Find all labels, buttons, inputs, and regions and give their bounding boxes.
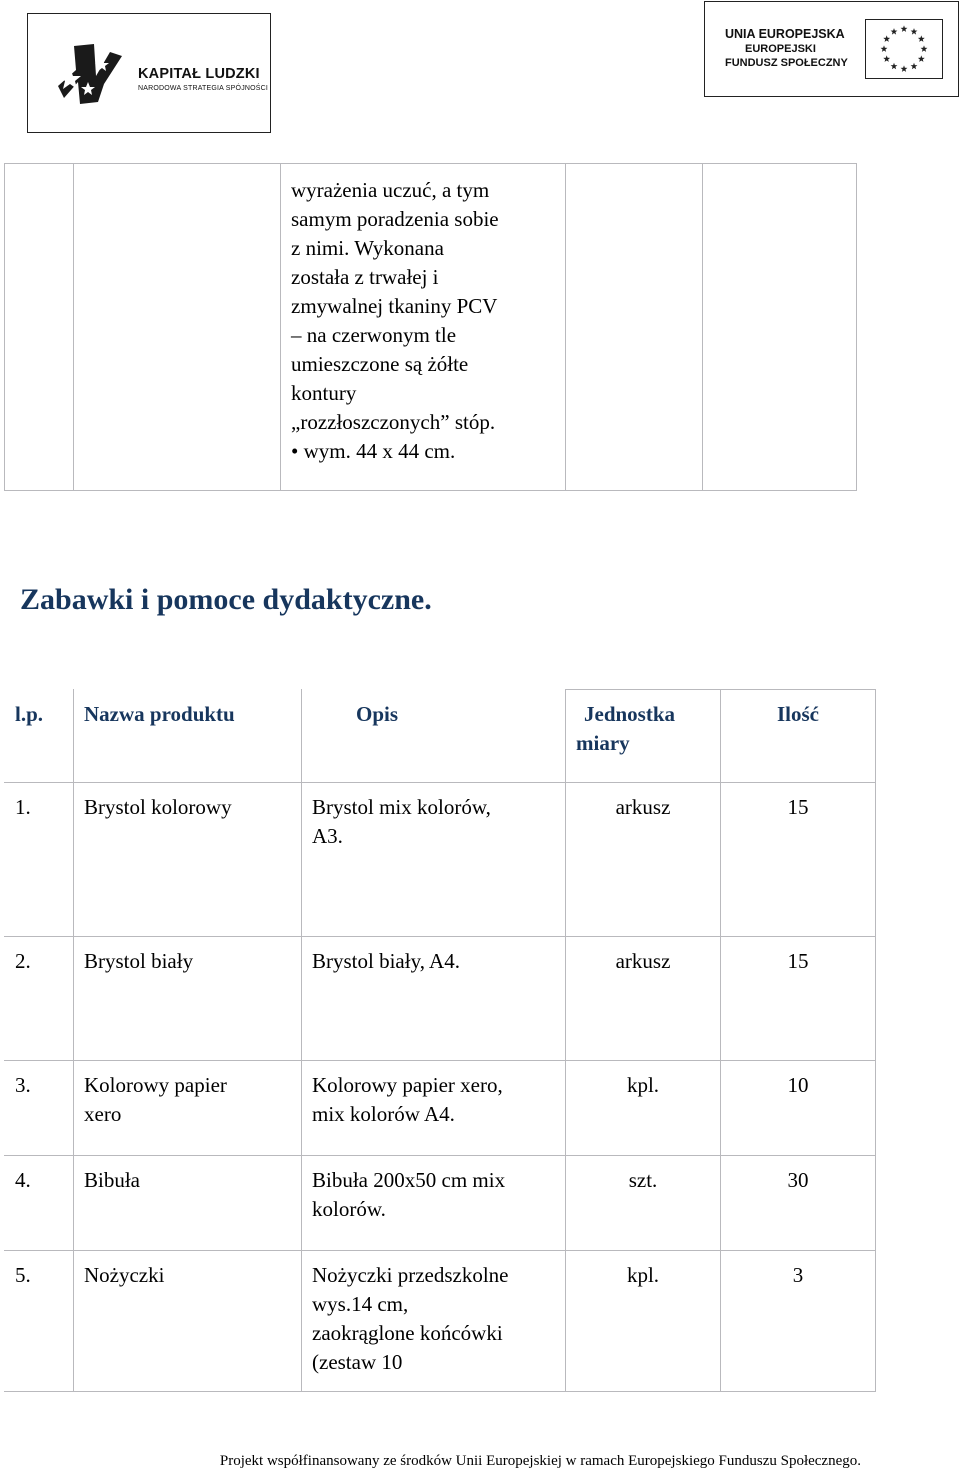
qty-text: 30 (787, 1168, 809, 1192)
cell-desc (302, 1251, 566, 1392)
cont-description-line: wyrażenia uczuć, a tym (291, 178, 490, 202)
cont-lp-cell (5, 164, 74, 491)
lp-text: 5. (15, 1263, 31, 1287)
cell-desc (302, 783, 566, 937)
cell-qty (721, 1251, 876, 1392)
cont-description-line: zmywalnej tkaniny PCV (291, 294, 498, 318)
cell-qty (721, 1061, 876, 1156)
eu-star-icon (891, 63, 898, 70)
logo-subtitle: NARODOWA STRATEGIA SPÓJNOŚCI (138, 85, 269, 92)
lp-text: 1. (15, 795, 31, 819)
cell-lp (5, 1061, 74, 1156)
cell-lp (5, 783, 74, 937)
cell-unit (566, 783, 721, 937)
cell-name (74, 1156, 302, 1251)
header-unit-line2: miary (576, 731, 630, 755)
cont-description-line: • wym. 44 x 44 cm. (291, 439, 456, 463)
cell-unit (566, 937, 721, 1061)
header-unit-line1: Jednostka (584, 702, 676, 726)
cont-desc-cell (281, 164, 566, 491)
desc-text: Nożyczki przedszkolne (312, 1263, 509, 1287)
eu-star-icon (883, 55, 890, 62)
qty-text: 10 (787, 1073, 809, 1097)
cell-desc (302, 937, 566, 1061)
cell-desc (302, 1061, 566, 1156)
cont-name-cell (74, 164, 281, 491)
desc-text: A3. (312, 824, 343, 848)
eu-line2: EUROPEJSKI (745, 43, 816, 55)
desc-text: Brystol biały, A4. (312, 949, 460, 973)
cont-description-line: umieszczone są żółte (291, 352, 469, 376)
desc-text: mix kolorów A4. (312, 1102, 455, 1126)
eu-line1: UNIA EUROPEJSKA (725, 27, 845, 41)
header-unit (566, 690, 721, 783)
cell-qty (721, 937, 876, 1061)
footer-text: Projekt współfinansowany ze środków Unii Europejskiej w ramach Europejskiego Funduszu Społecznego. (219, 1453, 861, 1469)
desc-text: Kolorowy papier xero, (312, 1073, 503, 1097)
unit-text: arkusz (615, 795, 671, 819)
eu-star-icon (883, 35, 890, 42)
products-table (4, 689, 876, 1392)
cell-name (74, 937, 302, 1061)
lp-text: 4. (15, 1168, 31, 1192)
cell-lp (5, 1156, 74, 1251)
cont-description-line: z nimi. Wykonana (291, 236, 444, 260)
unit-text: arkusz (615, 949, 671, 973)
table-row (5, 1251, 876, 1392)
eu-star-icon (901, 25, 908, 32)
table-row (5, 937, 876, 1061)
name-text: Bibuła (84, 1168, 140, 1192)
eu-star-icon (921, 45, 928, 52)
cont-qty-cell (703, 164, 857, 491)
eu-logo (704, 1, 959, 97)
qty-text: 3 (792, 1263, 804, 1287)
logo-title: KAPITAŁ LUDZKI (138, 66, 260, 82)
table-row (5, 1156, 876, 1251)
table-row (5, 1061, 876, 1156)
cell-unit (566, 1061, 721, 1156)
cont-description-line: kontury (291, 381, 357, 405)
cont-description-line: „rozzłoszczonych” stóp. (291, 410, 496, 434)
cont-description (281, 164, 565, 466)
unit-text: szt. (628, 1168, 658, 1192)
section-title: Zabawki i pomoce dydaktyczne. (20, 583, 432, 616)
unit-text: kpl. (626, 1073, 660, 1097)
eu-flag-icon (865, 19, 943, 79)
cont-unit-cell (566, 164, 703, 491)
eu-star-icon (918, 55, 925, 62)
cell-lp (5, 937, 74, 1061)
eu-star-icon (911, 63, 918, 70)
qty-text: 15 (787, 795, 809, 819)
header-name: Nazwa produktu (74, 690, 302, 783)
desc-text: (zestaw 10 (312, 1350, 403, 1374)
eu-star-icon (891, 28, 898, 35)
cont-description-line: została z trwałej i (291, 265, 439, 289)
eu-star-icon (911, 28, 918, 35)
cell-unit (566, 1156, 721, 1251)
eu-star-icon (901, 65, 908, 72)
cont-description-line: – na czerwonym tle (291, 323, 457, 347)
continuation-table (4, 163, 857, 491)
name-text: Nożyczki (84, 1263, 165, 1287)
kapital-ludzki-emblem-icon (54, 42, 134, 108)
name-text: Kolorowy papier (84, 1073, 227, 1097)
header-desc: Opis (302, 690, 566, 783)
desc-text: zaokrąglone końcówki (312, 1321, 503, 1345)
cell-name (74, 783, 302, 937)
cell-lp (5, 1251, 74, 1392)
eu-star-icon (881, 45, 888, 52)
unit-text: kpl. (626, 1263, 660, 1287)
kapital-ludzki-logo (27, 13, 271, 133)
name-text: Brystol kolorowy (84, 795, 232, 819)
header-lp: l.p. (5, 690, 74, 783)
header-qty: Ilość (721, 690, 876, 783)
desc-text: Bibuła 200x50 cm mix (312, 1168, 506, 1192)
lp-text: 3. (15, 1073, 31, 1097)
desc-text: kolorów. (312, 1197, 386, 1221)
desc-text: Brystol mix kolorów, (312, 795, 491, 819)
table-row (5, 783, 876, 937)
cell-qty (721, 1156, 876, 1251)
name-text: Brystol biały (84, 949, 194, 973)
cell-unit (566, 1251, 721, 1392)
table-header-row (5, 690, 876, 783)
cont-description-line: samym poradzenia sobie (291, 207, 499, 231)
cell-name (74, 1061, 302, 1156)
desc-text: wys.14 cm, (312, 1292, 409, 1316)
eu-line3: FUNDUSZ SPOŁECZNY (725, 57, 848, 69)
cell-name (74, 1251, 302, 1392)
name-text: xero (84, 1102, 122, 1126)
lp-text: 2. (15, 949, 31, 973)
qty-text: 15 (787, 949, 809, 973)
eu-star-icon (918, 35, 925, 42)
cell-qty (721, 783, 876, 937)
cell-desc (302, 1156, 566, 1251)
